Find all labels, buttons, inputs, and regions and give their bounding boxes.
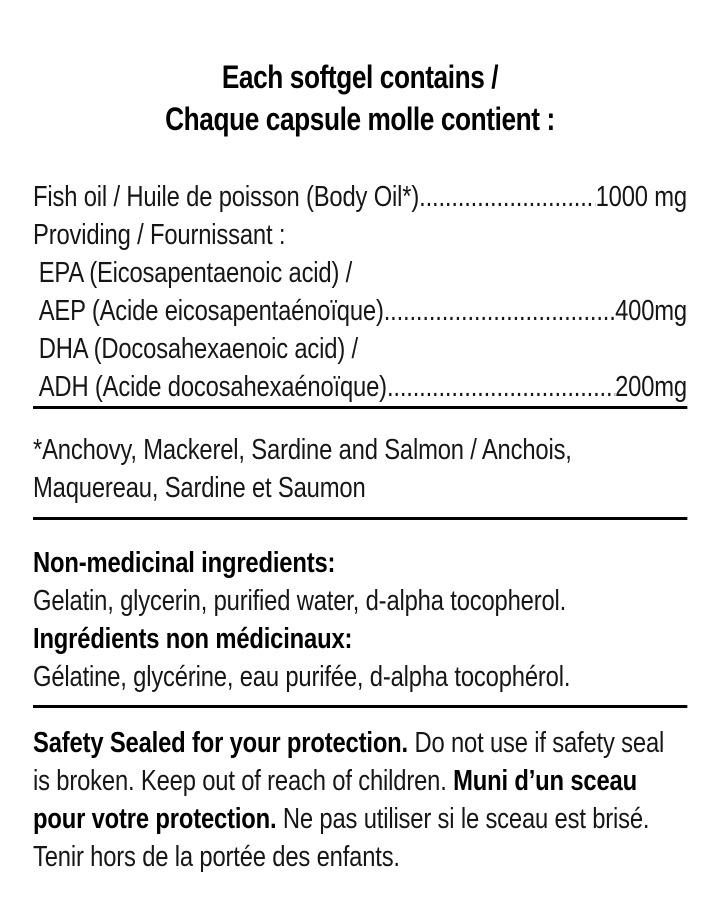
- safety-bold-fr: Muni d’un sceau: [453, 765, 637, 797]
- ingredient-row-adh: [33, 368, 687, 406]
- non-medicinal-section: [33, 544, 687, 696]
- label-title: [33, 56, 687, 140]
- ingredient-value: 1000 mg: [595, 181, 687, 213]
- ingredient-label: AEP (Acide eicosapentaénoïque): [38, 295, 384, 327]
- non-medicinal-heading-fr: Ingrédients non médicinaux:: [33, 623, 353, 655]
- safety-line: [33, 762, 687, 800]
- medicinal-ingredients-section: [33, 178, 687, 406]
- safety-seal-section: [33, 724, 687, 876]
- ingredient-label: Providing / Fournissant :: [33, 219, 286, 251]
- label-content: [33, 56, 687, 876]
- fish-source-note: [33, 431, 687, 507]
- divider-rule: [33, 517, 687, 520]
- source-line: *Anchovy, Mackerel, Sardine and Salmon / Anchois,: [33, 434, 572, 466]
- safety-bold-fr: pour votre protection.: [33, 803, 283, 835]
- safety-text: Tenir hors de la portée des enfants.: [33, 841, 400, 873]
- safety-text: is broken. Keep out of reach of children.: [33, 765, 454, 797]
- source-line: Maquereau, Sardine et Saumon: [33, 472, 366, 504]
- ingredient-label: Fish oil / Huile de poisson (Body Oil*): [33, 181, 420, 213]
- title-line-fr: Chaque capsule molle contient :: [165, 101, 555, 137]
- divider-rule: [33, 705, 687, 708]
- dot-leader: [419, 178, 595, 216]
- non-medicinal-list-en: Gelatin, glycerin, purified water, d-alpha tocopherol.: [33, 585, 567, 617]
- safety-line: [33, 838, 687, 876]
- ingredient-row-aep: [33, 292, 687, 330]
- ingredient-row-dha: [33, 330, 687, 368]
- dot-leader: [387, 368, 615, 406]
- safety-text: Ne pas utiliser si le sceau est brisé.: [282, 803, 650, 835]
- safety-text: Do not use if safety seal: [407, 727, 665, 759]
- safety-bold-en: Safety Sealed for your protection.: [33, 727, 408, 759]
- non-medicinal-heading-en: Non-medicinal ingredients:: [33, 547, 336, 579]
- ingredient-label: DHA (Docosahexaenoic acid) /: [38, 333, 358, 365]
- divider-rule: [33, 406, 687, 409]
- ingredient-value: 200mg: [615, 371, 687, 403]
- safety-line: [33, 724, 687, 762]
- ingredient-value: 400mg: [615, 295, 687, 327]
- non-medicinal-list-fr: Gélatine, glycérine, eau purifée, d-alpha tocophérol.: [33, 661, 571, 693]
- ingredient-row-epa: [33, 254, 687, 292]
- dot-leader: [384, 292, 615, 330]
- title-line-en: Each softgel contains /: [221, 59, 499, 95]
- ingredient-row-fish-oil: [33, 178, 687, 216]
- safety-line: [33, 800, 687, 838]
- ingredient-label: ADH (Acide docosahexaénoïque): [38, 371, 387, 403]
- ingredient-label: EPA (Eicosapentaenoic acid) /: [38, 257, 353, 289]
- ingredient-row-providing: [33, 216, 687, 254]
